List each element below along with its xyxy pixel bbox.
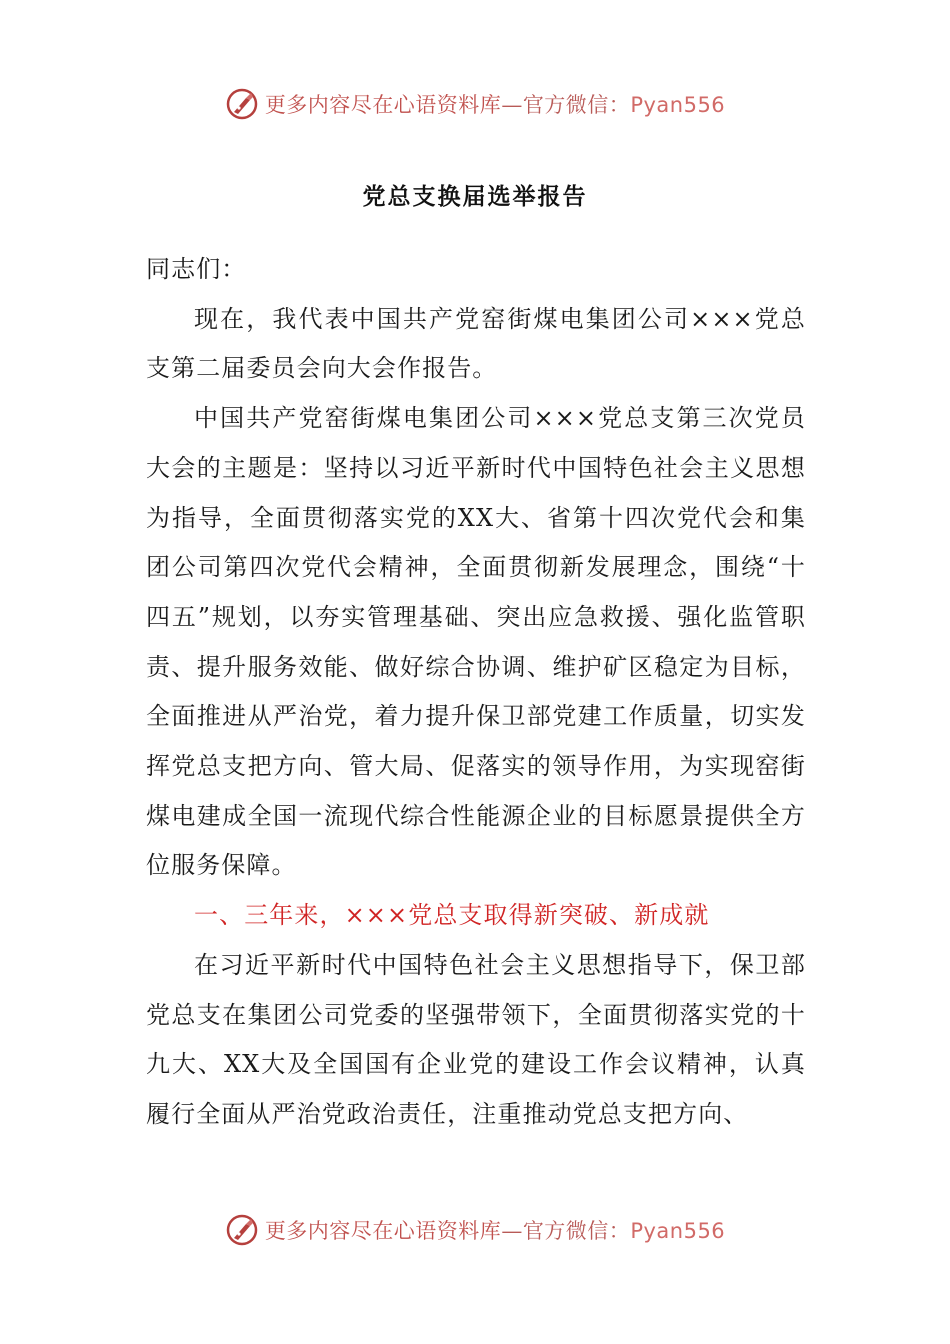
paragraph-theme: 中国共产党窑街煤电集团公司×××党总支第三次党员大会的主题是：坚持以习近平新时代中国特色社会主义思想为指导，全面贯彻落实党的XX大、省第十四次党代会和集团公司第四次党代会精神，全面贯彻新发展理念，围绕“十四五”规划，以夯实管理基础、突出应急救援、强化监管职责、提升服务效能、做好综合协调、维护矿区稳定为目标，全面推进从严治党，着力提升保卫部党建工作质量，切实发挥党总支把方向、管大局、促落实的领导作用，为实现窑街煤电建成全国一流现代综合性能源企业的目标愿景提供全方位服务保障。 [146, 404, 806, 880]
greeting: 同志们： [146, 255, 247, 283]
footer-separator: — [501, 1219, 523, 1243]
pen-nib-logo-icon [225, 87, 259, 121]
section-heading: 一、三年来，×××党总支取得新突破、新成就 [194, 901, 710, 930]
header-site-text: 更多内容尽在心语资料库 [264, 93, 502, 117]
footer-banner-text [265, 1215, 725, 1245]
paragraph-intro: 现在，我代表中国共产党窑街煤电集团公司×××党总支第二届委员会向大会作报告。 [146, 304, 806, 383]
header-wechat-id: Pyan556 [630, 93, 726, 117]
footer-wechat-id: Pyan556 [630, 1219, 726, 1243]
document-title: 党总支换届选举报告 [362, 183, 588, 210]
section-paragraph: 在习近平新时代中国特色社会主义思想指导下，保卫部党总支在集团公司党委的坚强带领下，全面贯彻落实党的十九大、XX大及全国国有企业党的建设工作会议精神，认真履行全面从严治党政治责任，注重推动党总支把方向、 [146, 950, 806, 1128]
footer-site-text: 更多内容尽在心语资料库 [264, 1219, 502, 1243]
footer-wechat-label: 官方微信： [522, 1219, 631, 1243]
header-banner [0, 84, 950, 124]
document-body [146, 245, 806, 1140]
header-banner-text [265, 89, 725, 119]
footer-banner [0, 1210, 950, 1250]
header-wechat-label: 官方微信： [522, 93, 631, 117]
pen-nib-logo-icon [225, 1213, 259, 1247]
header-separator: — [501, 93, 523, 117]
